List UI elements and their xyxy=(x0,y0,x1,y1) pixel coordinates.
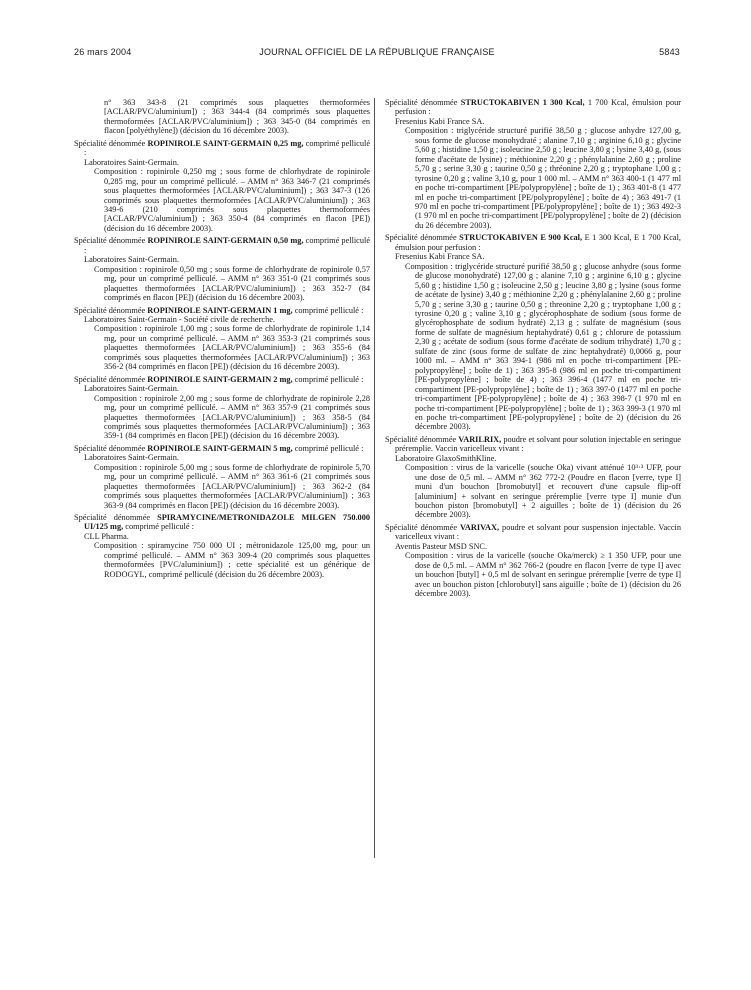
header-date: 26 mars 2004 xyxy=(74,47,132,57)
entry-heading xyxy=(74,513,370,532)
header-title: JOURNAL OFFICIEL DE LA RÉPUBLIQUE FRANÇAISE xyxy=(259,47,495,57)
entry-prefix: Spécialité dénommée xyxy=(74,305,148,315)
entry-heading xyxy=(74,444,370,453)
entry-ropinirole-1 xyxy=(74,306,370,372)
entry-prefix: Spécialité dénommée xyxy=(385,98,461,107)
entry-holder: Laboratoires Saint-Germain - Société civile de recherche. xyxy=(84,314,275,324)
entry-suffix: comprimé pelliculé : xyxy=(84,236,370,255)
entry-suffix: poudre et solvant pour suspension injectable. Vaccin varicelleux vivant : xyxy=(395,522,681,542)
entry-heading xyxy=(74,139,370,158)
entry-suffix: 1 700 Kcal, émulsion pour perfusion : xyxy=(395,98,682,117)
entry-varilrix xyxy=(385,435,681,520)
entry-composition: Composition : virus de la varicelle (souche Oka/merck) ≥ 1 350 UFP, pour une dose de 0,5 ml. – AMM n° 362 766-2 (poudre en flacon [verre de type I] avec un bouchon [butyl] + 0,5 ml de solvant en seringue préremplie [verre de type I] avec un bouchon piston [chlorobutyl] sans aiguille ; boîte de 1) (décision du 26 décembre 2003). xyxy=(405,551,681,599)
entry-structokabiven-e xyxy=(385,233,681,432)
entry-spiramycine-metronidazole xyxy=(74,513,370,579)
entry-composition: Composition : ropinirole 1,00 mg ; sous forme de chlorhydrate de ropinirole 1,14 mg, pour un comprimé pelliculé. – AMM n° 363 353-3 (21 comprimés sous plaquettes thermoformées [ACLAR/PVC/aluminium]) ; 363 355-6 (84 comprimés sous plaquettes thermoformées [ACLAR/PVC/aluminium]) ; 363 356-2 (84 comprimés en flacon [PE]) (décision du 16 décembre 2003). xyxy=(94,324,370,372)
entry-name: VARILRIX, xyxy=(458,434,502,444)
entry-composition: Composition : ropinirole 0,50 mg ; sous forme de chlorhydrate de ropinirole 0,57 mg, pour un comprimé pelliculé. – AMM n° 363 351-0 (21 comprimés sous plaquettes thermoformées [ACLAR/PVC/aluminium]) ; 363 352-7 (84 comprimés en flacon [PE]) (décision du 16 décembre 2003). xyxy=(94,264,370,303)
entry-heading xyxy=(74,236,370,255)
entry-holder: Fresenius Kabi France SA. xyxy=(395,116,485,126)
entry-holder: Laboratoire GlaxoSmithKline. xyxy=(395,453,497,463)
entry-ropinirole-025 xyxy=(74,139,370,234)
entry-composition: Composition : triglycéride structuré purifié 38,50 g ; glucose anhydre 127,00 g, sous forme de glucose monohydraté ; alanine 7,10 g ; arginine 6,10 g ; glycine 5,60 g ; histidine 1,50 g ; isoleucine 2,50 g ; leucine 3,80 g ; lysine 3,40 g, (sous forme d'acétate de lysine) ; méthionine 2,20 g ; phénylalanine 2,60 g ; proline 5,70 g ; serine 3,30 g ; taurine 0,50 g ; thréonine 2,20 g ; tryptophane 1,00 g ; tyrosine 0,20 g ; valine 3,10 g, pour 1 000 ml. – AMM n° 363 400-1 (1 477 ml en poche tri-compartiment [PE/polypropylène] ; boîte de 1) ; 363 401-8 (1 477 ml en poche tri-compartiment [PE/polypropylène] ; boîte de 4) ; 363 491-7 (1 970 ml en poche tri-compartiment [PE/polypropylène] ; boîte de 1) ; 363 492-3 (1 970 ml en poche tri-compartiment [PE/polypropylène] ; boîte de 2) (décision du 26 décembre 2003). xyxy=(405,126,681,230)
entry-holder: Laboratoires Saint-Germain. xyxy=(84,157,179,167)
entry-suffix: E 1 300 Kcal, E 1 700 Kcal, émulsion pour perfusion : xyxy=(395,233,681,252)
page-header xyxy=(74,47,680,61)
entry-suffix: comprimé pelliculé : xyxy=(84,138,370,158)
entry-suffix: comprimé pelliculé : xyxy=(292,305,364,315)
entry-composition: Composition : virus de la varicelle (souche Oka) vivant atténué 10³·³ UFP, pour une dose de 0,5 ml. – AMM n° 362 772-2 (Poudre en flacon [verre, type I] muni d'un bouchon [bromobutyl] et recouvert d'une capsule flip-off [aluminium] + solvant en seringue préremplie [verre type I] munie d'un bouchon piston [bromobutyl] + 2 aiguilles ; boîte de 1) (décision du 26 décembre 2003). xyxy=(405,463,681,520)
entry-composition: Composition : triglycéride structuré purifié 38,50 g ; glucose anhydre (sous forme de glucose monohydraté) 127,00 g ; alanine 7,10 g ; arginine 6,10 g ; glycine 5,60 g ; histidine 1,50 g ; isoleucine 2,50 g ; leucine 3,80 g ; lysine (sous forme de acétate de lysine) 3,40 g ; méthionine 2,20 g ; phénylalanine 2,60 g ; proline 5,70 g ; serine 3,30 g ; taurine 0,50 g ; threonine 2,20 g ; tryptophane 1,00 g ; tyrosine 0,20 g ; valine 3,10 g ; glycérophosphate de sodium (sous forme de glycérophosphate de sodium hydraté) 2,13 g ; sulfate de magnésium (sous forme de sulfate de magnésium heptahydraté) 0,61 g ; chlorure de potassium 2,30 g ; acétate de sodium (sous forme d'acétate de sodium trihydraté) 1,70 g ; sulfate de zinc (sous forme de sulfate de zinc heptahydraté) 0,0066 g, pour 1000 ml. – AMM n° 363 394-1 (986 ml en poche tri-compartiment [PE-polypropylène] ; boîte de 1) ; 363 395-8 (986 ml en poche tri-compartiment [PE-polypropylène] ; boîte de 4) ; 363 396-4 (1477 ml en poche tri-compartiment [PE-polypropylène] ; boîte de 1) ; 363 397-0 (1477 ml en poche tri-compartiment [PE-polypropylène] ; boîte de 4) ; 363 398-7 (1 970 ml en poche tri-compartiment [PE-polypropylène] ; boîte de 1) ; 363 399-3 (1 970 ml en poche tri-compartiment [PE-polypropylène] ; boîte de 2) (décision du 26 décembre 2003). xyxy=(405,261,681,432)
right-column xyxy=(385,98,681,602)
entry-varivax xyxy=(385,523,681,599)
entry-composition: Composition : ropinirole 5,00 mg ; sous forme de chlorhydrate de ropinirole 5,70 mg, pour un comprimé pelliculé. – AMM n° 363 361-6 (21 comprimés sous plaquettes thermoformées [ACLAR/PVC/aluminium]) ; 363 362-2 (84 comprimés sous plaquettes thermoformées [ACLAR/PVC/aluminium]) ; 363 363-9 (84 comprimés en flacon [PE]) (décision du 16 décembre 2003). xyxy=(94,462,370,510)
entry-ropinirole-5 xyxy=(74,444,370,510)
entry-holder: Laboratoires Saint-Germain. xyxy=(84,255,179,265)
entry-heading xyxy=(74,306,370,315)
entry-prefix: Spécialité dénommée xyxy=(385,522,460,532)
entry-name: ROPINIROLE SAINT-GERMAIN 5 mg, xyxy=(147,443,293,453)
entry-prefix: Spécialité dénommée xyxy=(74,443,148,453)
entry-prefix: Spécialité dénommée xyxy=(74,138,148,148)
entry-name: STRUCTOKABIVEN 1 300 Kcal, xyxy=(460,98,585,107)
entry-ropinirole-2 xyxy=(74,375,370,441)
entry-heading xyxy=(74,375,370,384)
entry-heading xyxy=(385,523,681,542)
entry-composition: Composition : spiramycine 750 000 UI ; métronidazole 125,00 mg, pour un comprimé pelliculé. – AMM n° 363 309-4 (20 comprimés sous plaquettes thermoformées [PVC/aluminium]) ; cette spécialité est un générique de RODOGYL, comprimé pelliculé (décision du 26 décembre 2003). xyxy=(94,541,370,579)
entry-holder: CLL Pharma. xyxy=(84,531,129,541)
entry-prefix: Spécialité dénommée xyxy=(74,513,158,523)
entry-suffix: poudre et solvant pour solution injectable en seringue préremplie. Vaccin varicelleux vivant : xyxy=(395,434,681,454)
entry-prefix: Spécialité dénommée xyxy=(74,374,148,384)
entry-holder: Laboratoires Saint-Germain. xyxy=(84,384,179,394)
entry-prefix: Spécialité dénommée xyxy=(385,233,460,243)
entry-structokabiven xyxy=(385,98,681,230)
left-column xyxy=(74,98,370,582)
entry-composition: Composition : ropinirole 2,00 mg ; sous forme de chlorhydrate de ropinirole 2,28 mg, pour un comprimé pelliculé. – AMM n° 363 357-9 (21 comprimés sous plaquettes thermoformées [ACLAR/PVC/aluminium]) ; 363 358-5 (84 comprimés sous plaquettes thermoformées [ACLAR/PVC/aluminium]) ; 363 359-1 (84 comprimés en flacon [PE]) (décision du 16 décembre 2003). xyxy=(94,393,370,441)
entry-name: ROPINIROLE SAINT-GERMAIN 0,50 mg, xyxy=(147,236,304,246)
entry-holder: Aventis Pasteur MSD SNC. xyxy=(395,541,488,551)
entry-name: ROPINIROLE SAINT-GERMAIN 2 mg, xyxy=(147,374,293,384)
entry-name: STRUCTOKABIVEN E 900 Kcal, xyxy=(459,233,583,243)
entry-holder: Laboratoires Saint-Germain. xyxy=(84,453,179,463)
entry-prefix: Spécialité dénommée xyxy=(385,434,459,444)
column-divider xyxy=(374,98,375,858)
entry-heading xyxy=(385,98,681,117)
entry-name: VARIVAX, xyxy=(459,522,500,532)
entry-prefix: Spécialité dénommée xyxy=(74,236,148,246)
entry-suffix: comprimé pelliculé : xyxy=(123,522,194,532)
entry-holder: Fresenius Kabi France SA. xyxy=(395,252,485,262)
continuation-text: n° 363 343-8 (21 comprimés sous plaquettes thermoformées [ACLAR/PVC/aluminium]) ; 363 344-4 (84 comprimés sous plaquettes thermoformées [ACLAR/PVC/aluminium]) ; 363 345-0 (84 comprimés en flacon [polyéthylène]) (décision du 16 décembre 2003). xyxy=(104,98,370,136)
entry-suffix: comprimé pelliculé : xyxy=(292,443,364,453)
entry-name: ROPINIROLE SAINT-GERMAIN 1 mg, xyxy=(147,305,293,315)
entry-heading xyxy=(385,233,681,252)
entry-suffix: comprimé pelliculé : xyxy=(292,374,364,384)
entry-name: SPIRAMYCINE/METRONIDAZOLE MILGEN 750.000 UI/125 mg, xyxy=(84,513,371,532)
entry-composition: Composition : ropinirole 0,250 mg ; sous forme de chlorhydrate de ropinirole 0,285 mg, pour un comprimé pelliculé. – AMM n° 363 346-7 (21 comprimés sous plaquettes thermoformées [ACLAR/PVC/aluminium]) ; 363 347-3 (126 comprimés sous plaquettes thermoformées [ACLAR/PVC/aluminium]) ; 363 349-6 (210 comprimés sous plaquettes thermoformées [ACLAR/PVC/aluminium]) ; 363 350-4 (84 comprimés en flacon [PE]) (décision du 16 décembre 2003). xyxy=(94,167,370,233)
entry-ropinirole-050 xyxy=(74,236,370,302)
entry-name: ROPINIROLE SAINT-GERMAIN 0,25 mg, xyxy=(147,138,304,148)
header-page-number: 5843 xyxy=(659,47,680,57)
entry-heading xyxy=(385,435,681,454)
